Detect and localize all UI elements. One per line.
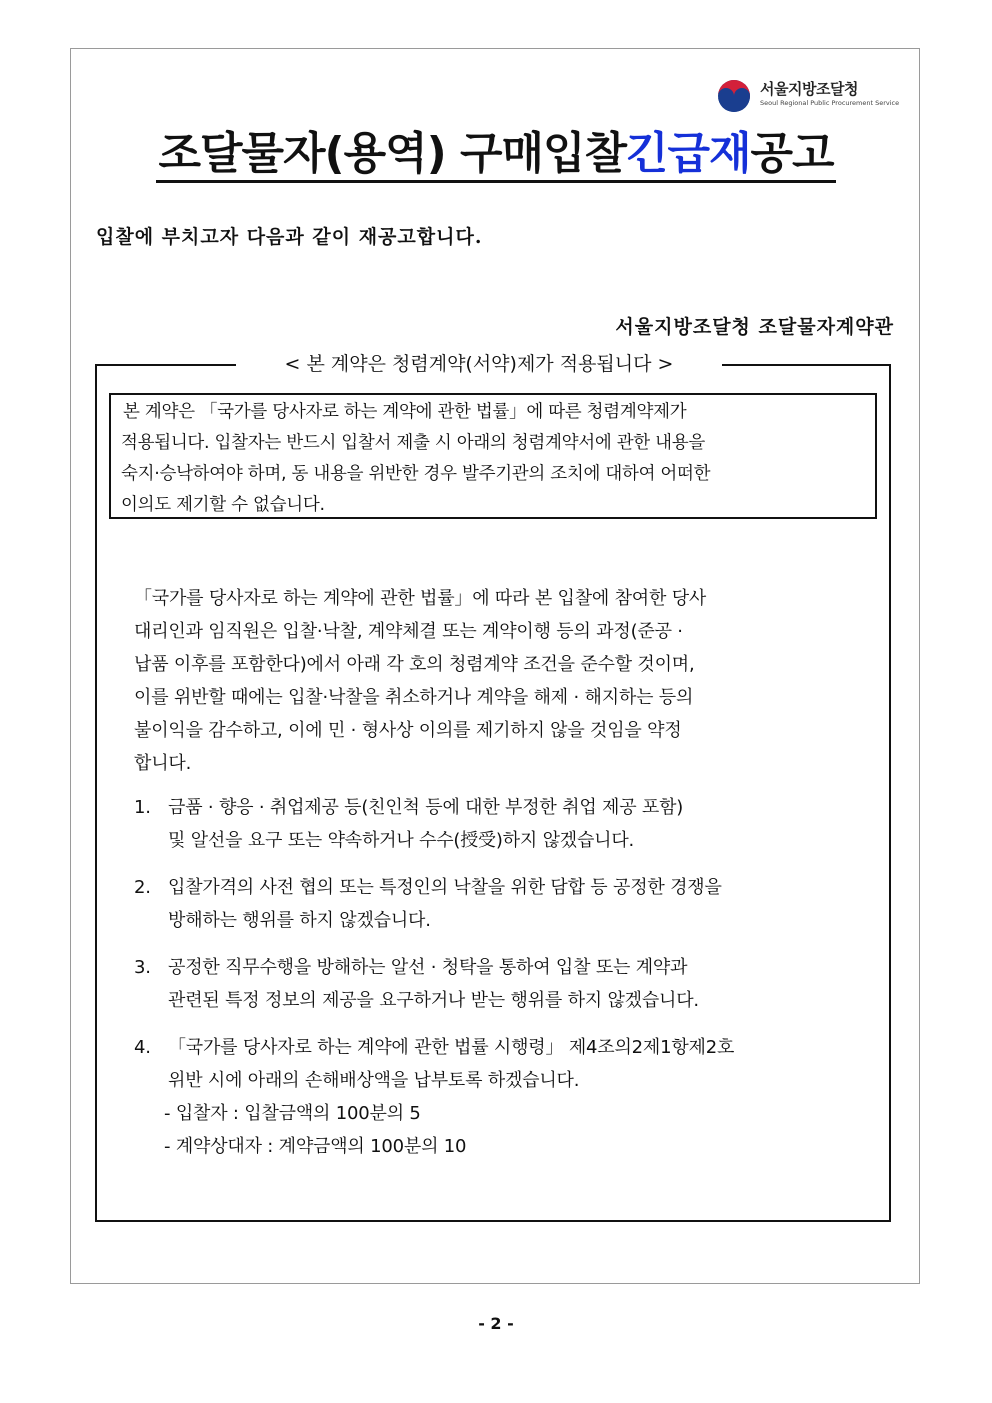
summary-line: 본 계약은 「국가를 당사자로 하는 계약에 관한 법률」에 따른 청렴계약제가 bbox=[123, 402, 687, 422]
item-number: 3. bbox=[134, 957, 151, 978]
summary-line: 숙지·승낙하여야 하며, 동 내용을 위반한 경우 발주기관의 조치에 대하여 어떠한 bbox=[121, 464, 711, 484]
intro-text: 입찰에 부치고자 다음과 같이 재공고합니다. bbox=[96, 226, 483, 248]
notice-summary-box bbox=[109, 393, 877, 519]
damages-contractor: - 계약상대자 : 계약금액의 100분의 10 bbox=[164, 1136, 467, 1157]
pledge-line: 이를 위반할 때에는 입찰·낙찰을 취소하거나 계약을 해제 · 해지하는 등의 bbox=[134, 687, 694, 708]
item-line: 입찰가격의 사전 협의 또는 특정인의 낙찰을 위한 담합 등 공정한 경쟁을 bbox=[168, 877, 722, 898]
item-line: 방해하는 행위를 하지 않겠습니다. bbox=[168, 910, 431, 931]
page-number: - 2 - bbox=[478, 1314, 514, 1333]
damages-bidder: - 입찰자 : 입찰금액의 100분의 5 bbox=[164, 1103, 421, 1124]
agency-name-en: Seoul Regional Public Procurement Service bbox=[760, 99, 900, 107]
item-number: 1. bbox=[134, 797, 151, 818]
pledge-item-3 bbox=[134, 951, 874, 1017]
title-part2: 공고 bbox=[750, 128, 834, 179]
agency-name-ko: 서울지방조달청 bbox=[760, 80, 858, 98]
summary-line: 이의도 제기할 수 없습니다. bbox=[121, 495, 325, 515]
title-accent: 긴급재 bbox=[626, 128, 751, 179]
title-part1: 조달물자(용역) 구매입찰 bbox=[158, 128, 627, 179]
pledge-item-1 bbox=[134, 791, 874, 857]
item-number: 2. bbox=[134, 877, 151, 898]
item-line: 관련된 특정 정보의 제공을 요구하거나 받는 행위를 하지 않겠습니다. bbox=[168, 990, 699, 1011]
pledge-line: 합니다. bbox=[134, 753, 192, 774]
summary-line: 적용됩니다. 입찰자는 반드시 입찰서 제출 시 아래의 청렴계약서에 관한 내용을 bbox=[121, 433, 705, 453]
pledge-line: 불이익을 감수하고, 이에 민 · 형사상 이의를 제기하지 않을 것임을 약정 bbox=[134, 720, 682, 741]
item-line: 공정한 직무수행을 방해하는 알선 · 청탁을 통하여 입찰 또는 계약과 bbox=[168, 957, 688, 978]
item-number: 4. bbox=[134, 1037, 151, 1058]
pledge-line: 「국가를 당사자로 하는 계약에 관한 법률」에 따라 본 입찰에 참여한 당사 bbox=[134, 588, 707, 609]
pledge-line: 납품 이후를 포함한다)에서 아래 각 호의 청렴계약 조건을 준수할 것이며, bbox=[134, 654, 695, 675]
pledge-line: 대리인과 임직원은 입찰·낙찰, 계약체결 또는 계약이행 등의 과정(준공 · bbox=[134, 621, 683, 642]
title-underline bbox=[156, 128, 835, 183]
pledge-item-2 bbox=[134, 871, 874, 937]
signer-text: 서울지방조달청 조달물자계약관 bbox=[615, 316, 894, 338]
agency-logo bbox=[716, 76, 900, 116]
pledge-paragraph bbox=[134, 582, 874, 780]
item-line: 위반 시에 아래의 손해배상액을 납부토록 하겠습니다. bbox=[168, 1070, 580, 1091]
pledge-item-4 bbox=[134, 1031, 874, 1163]
taegeuk-icon bbox=[716, 78, 752, 114]
item-line: 금품 · 향응 · 취업제공 등(친인척 등에 대한 부정한 취업 제공 포함) bbox=[168, 797, 684, 818]
notice-heading: < 본 계약은 청렴계약(서약)제가 적용됩니다 > bbox=[236, 350, 722, 378]
item-line: 「국가를 당사자로 하는 계약에 관한 법률 시행령」 제4조의2제1항제2호 bbox=[168, 1037, 735, 1058]
item-line: 및 알선을 요구 또는 약속하거나 수수(授受)하지 않겠습니다. bbox=[168, 830, 635, 851]
page-title bbox=[0, 128, 992, 183]
